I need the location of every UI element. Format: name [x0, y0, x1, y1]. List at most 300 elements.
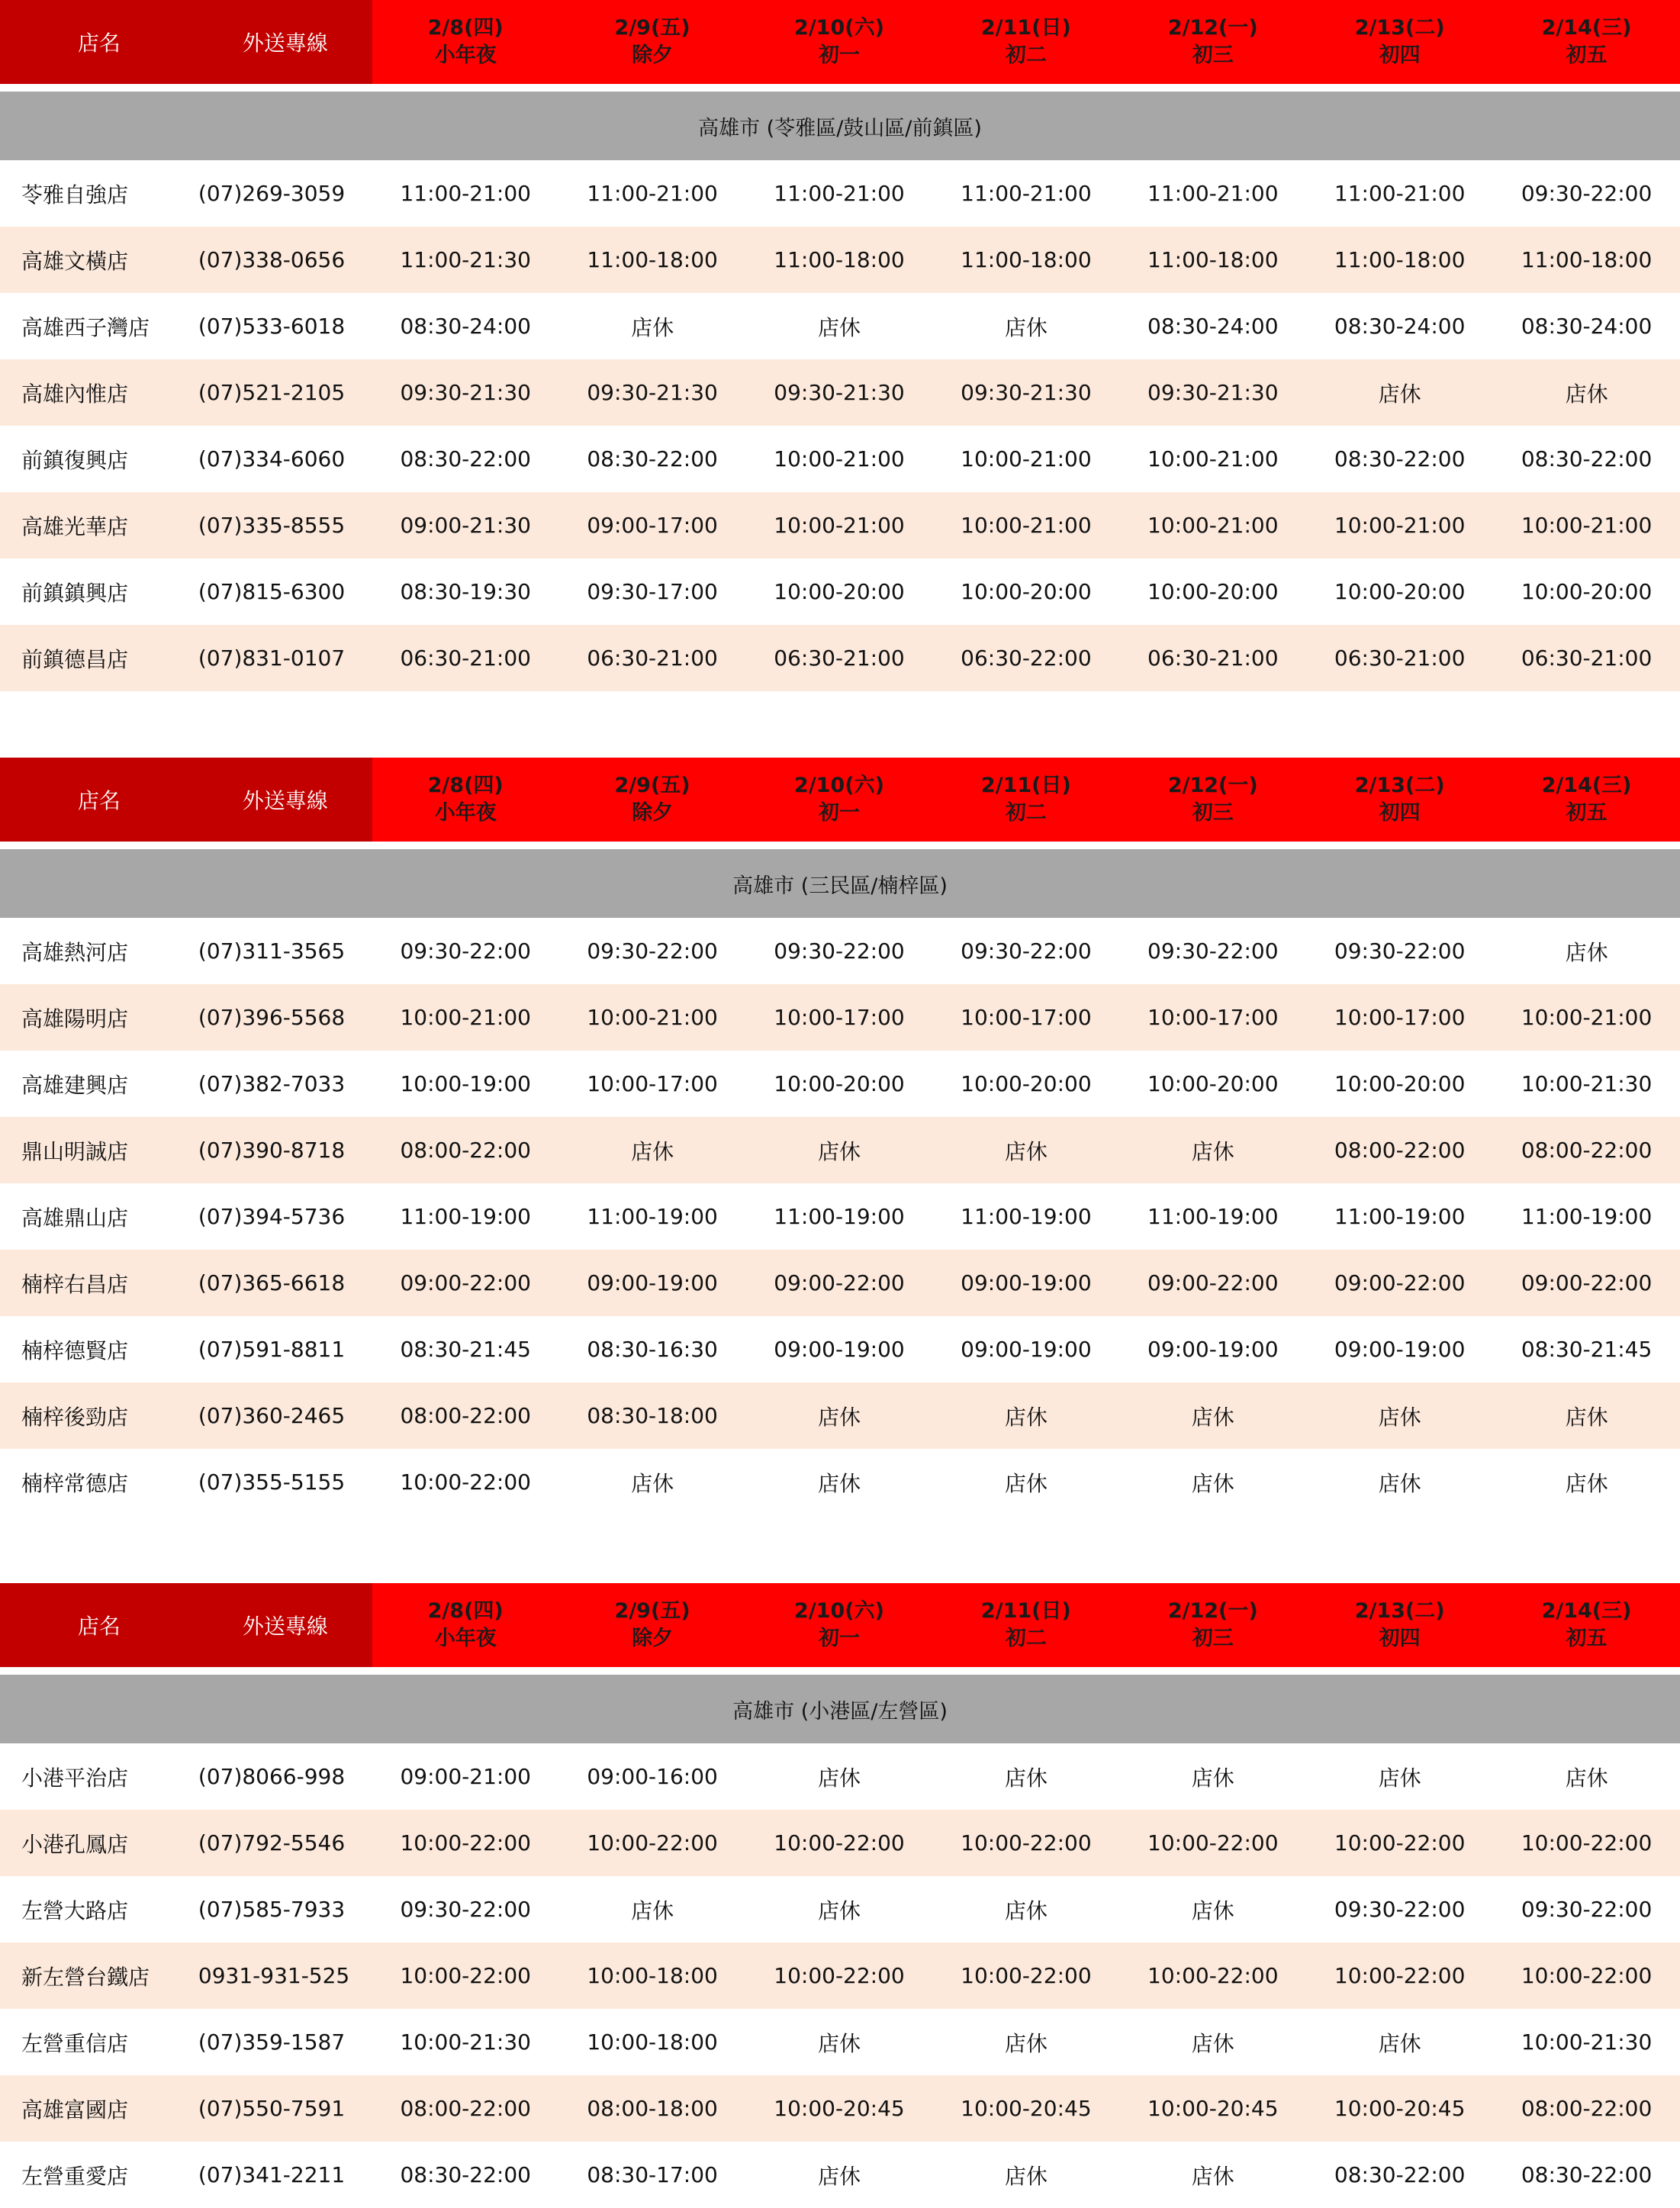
- hours-cell: 10:00-21:30: [400, 2029, 531, 2055]
- table-row: [0, 918, 1680, 984]
- day-name: 初三: [1192, 43, 1234, 67]
- table-header: [0, 758, 1680, 842]
- hours-cell: 店休: [1378, 2030, 1421, 2056]
- hours-cell: 店休: [631, 1897, 674, 1923]
- hours-cell: 10:00-20:00: [774, 579, 905, 604]
- hours-cell: 10:00-22:00: [1334, 1963, 1466, 1988]
- day-header: [559, 0, 746, 84]
- hours-cell: 店休: [1378, 1404, 1421, 1430]
- hours-cell: 06:30-21:00: [1334, 645, 1466, 671]
- hours-cell: 10:00-22:00: [400, 1830, 531, 1856]
- day-header: [746, 758, 933, 842]
- divider: [0, 1667, 1680, 1675]
- rows: [0, 918, 1680, 1515]
- day-date: 2/10(六): [794, 16, 884, 40]
- table-row: [0, 558, 1680, 625]
- delivery-phone: (07)390-8718: [198, 1138, 346, 1163]
- hours-cell: 11:00-21:00: [587, 181, 718, 206]
- table-row: [0, 1449, 1680, 1515]
- day-name: 除夕: [632, 43, 674, 67]
- delivery-phone: (07)359-1587: [198, 2029, 346, 2055]
- hours-cell: 10:00-22:00: [961, 1963, 1092, 1988]
- hours-cell: 08:00-22:00: [400, 1403, 531, 1428]
- store-name: 小港平治店: [21, 1765, 129, 1791]
- hours-cell: 09:00-22:00: [1147, 1270, 1279, 1296]
- table-row: [0, 1117, 1680, 1183]
- hours-cell: 06:30-21:00: [1521, 645, 1653, 671]
- hours-cell: 09:30-21:30: [961, 380, 1092, 405]
- table-row: [0, 426, 1680, 492]
- section-sanmin-nanzi: [0, 758, 1680, 1515]
- day-date: 2/9(五): [614, 16, 690, 40]
- store-name: 前鎮鎮興店: [21, 580, 129, 606]
- hours-cell: 11:00-19:00: [400, 1204, 531, 1229]
- store-name: 楠梓常德店: [21, 1470, 129, 1496]
- hours-cell: 店休: [1565, 1765, 1608, 1791]
- hours-cell: 09:00-19:00: [961, 1270, 1092, 1296]
- store-name: 鼎山明誠店: [21, 1138, 129, 1164]
- section-lingya-gushan-qianzhen: [0, 0, 1680, 691]
- hours-cell: 09:00-19:00: [961, 1337, 1092, 1362]
- hours-cell: 08:30-24:00: [1334, 314, 1466, 339]
- delivery-phone: (07)365-6618: [198, 1270, 346, 1296]
- hours-cell: 10:00-20:00: [1147, 1071, 1279, 1096]
- hours-cell: 店休: [1004, 1470, 1048, 1496]
- hours-cell: 10:00-22:00: [1147, 1830, 1279, 1856]
- table-header: [0, 1583, 1680, 1667]
- hours-cell: 08:30-19:30: [400, 579, 531, 604]
- hours-cell: 11:00-18:00: [774, 247, 905, 272]
- hours-cell: 店休: [1004, 1404, 1048, 1430]
- hours-cell: 11:00-19:00: [1521, 1204, 1653, 1229]
- hours-cell: 08:30-16:30: [587, 1337, 718, 1362]
- hours-cell: 10:00-21:00: [1521, 513, 1653, 538]
- store-name: 前鎮復興店: [21, 447, 129, 473]
- day-date: 2/8(四): [427, 1599, 504, 1623]
- hours-cell: 10:00-20:00: [1521, 579, 1653, 604]
- divider: [0, 842, 1680, 849]
- hours-cell: 08:30-22:00: [587, 446, 718, 472]
- day-name: 初四: [1379, 43, 1421, 67]
- delivery-phone: (07)8066-998: [198, 1764, 346, 1789]
- hours-cell: 09:00-17:00: [587, 513, 718, 538]
- hours-cell: 09:00-19:00: [1147, 1337, 1279, 1362]
- hours-cell: 09:30-22:00: [774, 938, 905, 964]
- hours-cell: 08:30-22:00: [1521, 446, 1653, 472]
- day-name: 除夕: [632, 1627, 674, 1650]
- day-name: 小年夜: [434, 1627, 497, 1650]
- day-name: 除夕: [632, 801, 674, 825]
- hours-cell: 10:00-20:00: [1334, 579, 1466, 604]
- store-name: 高雄光華店: [21, 513, 129, 539]
- hours-cell: 08:00-22:00: [400, 2096, 531, 2121]
- delivery-phone: (07)396-5568: [198, 1005, 346, 1030]
- hours-cell: 10:00-20:45: [1147, 2096, 1279, 2121]
- table-row: [0, 492, 1680, 558]
- hours-cell: 店休: [1004, 1138, 1048, 1164]
- hours-cell: 店休: [1378, 381, 1421, 407]
- hours-cell: 11:00-21:00: [961, 181, 1092, 206]
- table-row: [0, 2009, 1680, 2075]
- hours-cell: 11:00-21:00: [400, 181, 531, 206]
- table-row: [0, 1183, 1680, 1250]
- table-row: [0, 1316, 1680, 1382]
- day-name: 初三: [1192, 801, 1234, 825]
- delivery-phone: (07)360-2465: [198, 1403, 346, 1428]
- day-header: [1493, 758, 1680, 842]
- table-row: [0, 2142, 1680, 2208]
- hours-cell: 06:30-21:00: [774, 645, 905, 671]
- hours-cell: 10:00-21:00: [1147, 513, 1279, 538]
- rows: [0, 160, 1680, 691]
- delivery-phone: (07)792-5546: [198, 1830, 346, 1856]
- hours-cell: 店休: [631, 1470, 674, 1496]
- hours-cell: 店休: [631, 314, 674, 340]
- day-date: 2/11(日): [980, 1599, 1071, 1623]
- hours-cell: 11:00-19:00: [587, 1204, 718, 1229]
- store-name-header: 店名: [0, 1583, 198, 1667]
- hours-cell: 10:00-20:00: [774, 1071, 905, 1096]
- hours-cell: 10:00-22:00: [961, 1830, 1092, 1856]
- hours-cell: 10:00-21:00: [961, 446, 1092, 472]
- hours-cell: 09:30-21:30: [774, 380, 905, 405]
- hours-cell: 11:00-18:00: [1334, 247, 1466, 272]
- hours-cell: 10:00-18:00: [587, 2029, 718, 2055]
- hours-cell: 店休: [818, 2030, 861, 2056]
- delivery-phone: (07)335-8555: [198, 513, 346, 538]
- hours-cell: 10:00-17:00: [1147, 1005, 1279, 1030]
- hours-cell: 09:30-22:00: [1147, 938, 1279, 964]
- delivery-phone-header: 外送專線: [198, 1583, 372, 1667]
- hours-cell: 10:00-22:00: [1334, 1830, 1466, 1856]
- table-row: [0, 2075, 1680, 2142]
- section-xiaogang-zuoying: [0, 1583, 1680, 2208]
- delivery-phone: (07)550-7591: [198, 2096, 346, 2121]
- store-name: 苓雅自強店: [21, 182, 129, 208]
- day-date: 2/10(六): [794, 1599, 884, 1623]
- hours-cell: 10:00-20:00: [1334, 1071, 1466, 1096]
- day-name: 初五: [1566, 1627, 1608, 1650]
- hours-cell: 10:00-22:00: [1521, 1830, 1653, 1856]
- store-name: 楠梓德賢店: [21, 1337, 129, 1363]
- hours-cell: 10:00-22:00: [587, 1830, 718, 1856]
- hours-cell: 10:00-19:00: [400, 1071, 531, 1096]
- store-name: 左營重信店: [21, 2030, 129, 2056]
- hours-cell: 08:00-22:00: [400, 1138, 531, 1163]
- day-date: 2/12(一): [1167, 774, 1258, 797]
- day-header: [1119, 1583, 1306, 1667]
- store-name: 楠梓右昌店: [21, 1271, 129, 1297]
- hours-cell: 店休: [1004, 2030, 1048, 2056]
- delivery-phone: (07)533-6018: [198, 314, 346, 339]
- hours-cell: 店休: [1565, 1404, 1608, 1430]
- hours-cell: 11:00-18:00: [1521, 247, 1653, 272]
- store-name: 高雄鼎山店: [21, 1205, 129, 1231]
- hours-cell: 11:00-18:00: [961, 247, 1092, 272]
- table-row: [0, 359, 1680, 426]
- hours-cell: 店休: [1004, 1897, 1048, 1923]
- day-name: 初五: [1566, 801, 1608, 825]
- day-date: 2/11(日): [980, 774, 1071, 797]
- day-header: [1119, 758, 1306, 842]
- day-date: 2/9(五): [614, 774, 690, 797]
- day-date: 2/11(日): [980, 16, 1071, 40]
- hours-cell: 06:30-21:00: [400, 645, 531, 671]
- day-name: 初一: [818, 1627, 860, 1650]
- delivery-phone: 0931-931-525: [198, 1963, 350, 1988]
- hours-cell: 11:00-21:00: [1147, 181, 1279, 206]
- hours-cell: 10:00-22:00: [774, 1963, 905, 1988]
- hours-cell: 10:00-21:00: [400, 1005, 531, 1030]
- day-name: 初一: [818, 43, 860, 67]
- hours-cell: 09:30-22:00: [587, 938, 718, 964]
- day-header: [1493, 1583, 1680, 1667]
- hours-cell: 店休: [818, 1470, 861, 1496]
- hours-cell: 店休: [1191, 1138, 1234, 1164]
- day-header: [559, 1583, 746, 1667]
- hours-cell: 08:30-18:00: [587, 1403, 718, 1428]
- day-date: 2/13(二): [1354, 16, 1445, 40]
- store-name: 楠梓後勁店: [21, 1404, 129, 1430]
- store-name: 前鎮德昌店: [21, 646, 129, 672]
- hours-cell: 09:30-22:00: [400, 1897, 531, 1922]
- rows: [0, 1743, 1680, 2208]
- hours-cell: 08:30-24:00: [1521, 314, 1653, 339]
- hours-cell: 10:00-21:00: [1521, 1005, 1653, 1030]
- delivery-phone: (07)394-5736: [198, 1204, 346, 1229]
- day-name: 初五: [1566, 43, 1608, 67]
- hours-cell: 09:30-22:00: [400, 938, 531, 964]
- hours-cell: 店休: [1191, 2163, 1234, 2189]
- hours-cell: 10:00-22:00: [400, 1963, 531, 1988]
- hours-cell: 10:00-21:00: [587, 1005, 718, 1030]
- delivery-phone-header: 外送專線: [198, 0, 372, 84]
- day-header: [932, 1583, 1119, 1667]
- hours-cell: 08:30-24:00: [1147, 314, 1279, 339]
- day-header: [932, 0, 1119, 84]
- region-title: 高雄市 (苓雅區/鼓山區/前鎮區): [0, 92, 1680, 160]
- hours-cell: 09:30-17:00: [587, 579, 718, 604]
- hours-cell: 10:00-17:00: [774, 1005, 905, 1030]
- delivery-phone-header: 外送專線: [198, 758, 372, 842]
- hours-cell: 09:00-19:00: [774, 1337, 905, 1362]
- hours-cell: 11:00-18:00: [587, 247, 718, 272]
- hours-cell: 10:00-21:30: [1521, 1071, 1653, 1096]
- hours-cell: 店休: [818, 1897, 861, 1923]
- region-title: 高雄市 (三民區/楠梓區): [0, 849, 1680, 918]
- delivery-phone: (07)382-7033: [198, 1071, 346, 1096]
- day-header: [372, 758, 559, 842]
- store-name: 左營重愛店: [21, 2163, 129, 2189]
- store-name: 小港孔鳳店: [21, 1831, 129, 1857]
- hours-cell: 10:00-22:00: [1147, 1963, 1279, 1988]
- hours-cell: 店休: [1378, 1765, 1421, 1791]
- delivery-phone: (07)311-3565: [198, 938, 346, 964]
- hours-cell: 09:00-22:00: [400, 1270, 531, 1296]
- delivery-phone: (07)831-0107: [198, 645, 346, 671]
- hours-cell: 店休: [818, 2163, 861, 2189]
- day-name: 初二: [1005, 43, 1047, 67]
- day-name: 小年夜: [434, 43, 497, 67]
- delivery-phone: (07)521-2105: [198, 380, 346, 405]
- hours-cell: 11:00-19:00: [961, 1204, 1092, 1229]
- hours-cell: 店休: [1191, 1765, 1234, 1791]
- day-header: [746, 0, 933, 84]
- hours-cell: 08:30-22:00: [1521, 2162, 1653, 2187]
- delivery-phone: (07)815-6300: [198, 579, 346, 604]
- hours-cell: 11:00-19:00: [1334, 1204, 1466, 1229]
- store-name: 高雄西子灣店: [21, 314, 150, 340]
- delivery-phone: (07)338-0656: [198, 247, 346, 272]
- hours-cell: 09:30-22:00: [1334, 938, 1466, 964]
- hours-cell: 09:00-22:00: [774, 1270, 905, 1296]
- table-row: [0, 1051, 1680, 1117]
- store-name: 高雄內惟店: [21, 381, 129, 407]
- day-date: 2/14(三): [1541, 1599, 1632, 1623]
- hours-cell: 09:30-21:30: [587, 380, 718, 405]
- store-name: 左營大路店: [21, 1897, 129, 1923]
- hours-cell: 店休: [1004, 1765, 1048, 1791]
- table-row: [0, 160, 1680, 227]
- hours-cell: 10:00-22:00: [774, 1830, 905, 1856]
- hours-cell: 店休: [1565, 939, 1608, 965]
- hours-cell: 09:30-21:30: [400, 380, 531, 405]
- hours-cell: 09:30-21:30: [1147, 380, 1279, 405]
- delivery-phone: (07)341-2211: [198, 2162, 346, 2187]
- day-header: [1306, 1583, 1493, 1667]
- hours-cell: 10:00-20:00: [961, 579, 1092, 604]
- hours-cell: 10:00-21:00: [774, 513, 905, 538]
- hours-cell: 09:30-22:00: [1334, 1897, 1466, 1922]
- store-name: 高雄陽明店: [21, 1006, 129, 1032]
- day-header: [1306, 758, 1493, 842]
- hours-cell: 08:00-22:00: [1521, 1138, 1653, 1163]
- day-date: 2/14(三): [1541, 16, 1632, 40]
- day-date: 2/13(二): [1354, 774, 1445, 797]
- hours-cell: 10:00-20:45: [961, 2096, 1092, 2121]
- hours-cell: 06:30-21:00: [1147, 645, 1279, 671]
- day-header: [372, 0, 559, 84]
- region-title: 高雄市 (小港區/左營區): [0, 1675, 1680, 1743]
- day-header: [932, 758, 1119, 842]
- delivery-phone: (07)355-5155: [198, 1469, 346, 1495]
- hours-cell: 店休: [818, 314, 861, 340]
- hours-cell: 09:00-22:00: [1521, 1270, 1653, 1296]
- day-date: 2/12(一): [1167, 1599, 1258, 1623]
- store-name: 高雄建興店: [21, 1072, 129, 1098]
- store-name-header: 店名: [0, 758, 198, 842]
- hours-cell: 店休: [1565, 381, 1608, 407]
- hours-cell: 11:00-18:00: [1147, 247, 1279, 272]
- store-name: 新左營台鐵店: [21, 1964, 150, 1990]
- table-row: [0, 984, 1680, 1051]
- store-name-header: 店名: [0, 0, 198, 84]
- hours-cell: 08:00-22:00: [1334, 1138, 1466, 1163]
- hours-cell: 10:00-21:30: [1521, 2029, 1653, 2055]
- store-name: 高雄熱河店: [21, 939, 129, 965]
- hours-cell: 09:00-19:00: [1334, 1337, 1466, 1362]
- hours-cell: 08:30-22:00: [400, 2162, 531, 2187]
- delivery-phone: (07)334-6060: [198, 446, 346, 472]
- hours-cell: 店休: [1191, 1470, 1234, 1496]
- hours-cell: 09:30-22:00: [961, 938, 1092, 964]
- hours-cell: 店休: [818, 1404, 861, 1430]
- hours-cell: 店休: [631, 1138, 674, 1164]
- hours-cell: 10:00-21:00: [1334, 513, 1466, 538]
- delivery-phone: (07)269-3059: [198, 181, 346, 206]
- hours-cell: 08:30-22:00: [1334, 446, 1466, 472]
- table-row: [0, 1382, 1680, 1449]
- hours-cell: 11:00-19:00: [1147, 1204, 1279, 1229]
- day-date: 2/8(四): [427, 16, 504, 40]
- hours-cell: 09:00-21:30: [400, 513, 531, 538]
- day-date: 2/13(二): [1354, 1599, 1445, 1623]
- table-row: [0, 1876, 1680, 1942]
- store-name: 高雄文橫店: [21, 248, 129, 274]
- hours-cell: 11:00-19:00: [774, 1204, 905, 1229]
- hours-cell: 11:00-21:00: [774, 181, 905, 206]
- day-header: [746, 1583, 933, 1667]
- hours-cell: 10:00-20:00: [1147, 579, 1279, 604]
- hours-cell: 10:00-21:00: [1147, 446, 1279, 472]
- table-row: [0, 1250, 1680, 1316]
- hours-cell: 10:00-20:45: [774, 2096, 905, 2121]
- hours-cell: 09:00-22:00: [1334, 1270, 1466, 1296]
- hours-cell: 店休: [1378, 1470, 1421, 1496]
- hours-cell: 店休: [1565, 1470, 1608, 1496]
- day-name: 初四: [1379, 801, 1421, 825]
- hours-cell: 08:00-22:00: [1521, 2096, 1653, 2121]
- day-name: 初三: [1192, 1627, 1234, 1650]
- day-date: 2/9(五): [614, 1599, 690, 1623]
- hours-cell: 08:30-21:45: [400, 1337, 531, 1362]
- day-date: 2/12(一): [1167, 16, 1258, 40]
- day-header: [559, 758, 746, 842]
- day-header: [1119, 0, 1306, 84]
- table-row: [0, 227, 1680, 293]
- hours-cell: 08:30-17:00: [587, 2162, 718, 2187]
- hours-cell: 08:30-24:00: [400, 314, 531, 339]
- day-date: 2/14(三): [1541, 774, 1632, 797]
- hours-cell: 09:00-19:00: [587, 1270, 718, 1296]
- day-date: 2/8(四): [427, 774, 504, 797]
- hours-cell: 11:00-21:00: [1334, 181, 1466, 206]
- hours-cell: 店休: [818, 1765, 861, 1791]
- hours-cell: 店休: [1191, 1404, 1234, 1430]
- table-row: [0, 1743, 1680, 1810]
- hours-cell: 08:30-22:00: [1334, 2162, 1466, 2187]
- day-header: [1493, 0, 1680, 84]
- hours-cell: 06:30-21:00: [587, 645, 718, 671]
- hours-cell: 10:00-17:00: [1334, 1005, 1466, 1030]
- hours-cell: 10:00-21:00: [774, 446, 905, 472]
- delivery-phone: (07)585-7933: [198, 1897, 346, 1922]
- day-header: [372, 1583, 559, 1667]
- hours-cell: 11:00-21:30: [400, 247, 531, 272]
- day-header: [1306, 0, 1493, 84]
- day-name: 初一: [818, 801, 860, 825]
- hours-cell: 09:30-22:00: [1521, 1897, 1653, 1922]
- delivery-phone: (07)591-8811: [198, 1337, 346, 1362]
- hours-cell: 09:00-16:00: [587, 1764, 718, 1789]
- hours-cell: 10:00-17:00: [961, 1005, 1092, 1030]
- table-row: [0, 625, 1680, 691]
- hours-cell: 店休: [1004, 314, 1048, 340]
- table-row: [0, 1810, 1680, 1876]
- hours-cell: 10:00-17:00: [587, 1071, 718, 1096]
- hours-cell: 10:00-21:00: [961, 513, 1092, 538]
- store-name: 高雄富國店: [21, 2097, 129, 2123]
